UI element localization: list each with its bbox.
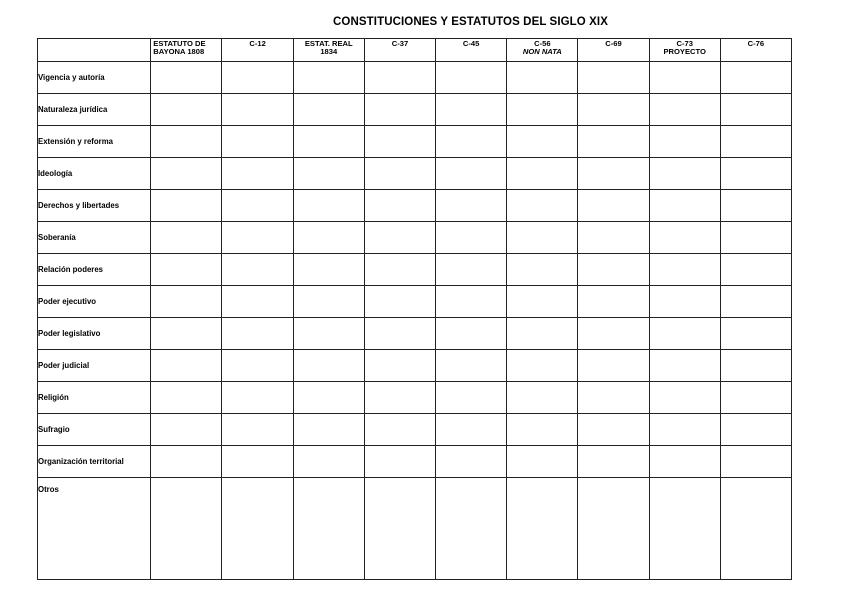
table-cell[interactable] xyxy=(293,478,364,580)
row-label: Extensión y reforma xyxy=(38,126,151,158)
table-cell[interactable] xyxy=(578,94,649,126)
table-cell[interactable] xyxy=(720,158,791,190)
table-cell[interactable] xyxy=(293,222,364,254)
column-header-line1: C-56 xyxy=(534,39,551,48)
row-label: Poder ejecutivo xyxy=(38,286,151,318)
column-header-line2: PROYECTO xyxy=(663,47,706,57)
table-cell[interactable] xyxy=(222,318,293,350)
table-cell[interactable] xyxy=(720,318,791,350)
table-cell[interactable] xyxy=(222,446,293,478)
table-cell[interactable] xyxy=(364,222,435,254)
table-cell[interactable] xyxy=(364,414,435,446)
document-title: CONSTITUCIONES Y ESTATUTOS DEL SIGLO XIX xyxy=(333,16,608,28)
comparison-table xyxy=(37,38,792,580)
column-header-line1: ESTAT. REAL xyxy=(304,39,353,48)
table-row xyxy=(38,254,792,286)
table-cell[interactable] xyxy=(151,446,222,478)
table-cell[interactable] xyxy=(578,382,649,414)
table-cell[interactable] xyxy=(151,254,222,286)
table-cell[interactable] xyxy=(364,62,435,94)
table-cell[interactable] xyxy=(364,478,435,580)
table-cell[interactable] xyxy=(222,222,293,254)
table-cell[interactable] xyxy=(222,190,293,222)
table-cell[interactable] xyxy=(293,350,364,382)
table-cell[interactable] xyxy=(720,94,791,126)
table-cell[interactable] xyxy=(507,414,578,446)
table-cell[interactable] xyxy=(436,158,507,190)
table-cell[interactable] xyxy=(507,126,578,158)
column-header-bayona xyxy=(151,39,222,62)
table-cell[interactable] xyxy=(293,190,364,222)
row-label: Organización territorial xyxy=(38,446,151,478)
table-cell[interactable] xyxy=(649,254,720,286)
column-header-c56 xyxy=(507,39,578,62)
table-cell[interactable] xyxy=(293,318,364,350)
table-cell[interactable] xyxy=(364,94,435,126)
table-cell[interactable] xyxy=(151,222,222,254)
table-cell[interactable] xyxy=(436,126,507,158)
table-cell[interactable] xyxy=(507,446,578,478)
column-header-note: NON NATA xyxy=(522,47,562,57)
table-cell[interactable] xyxy=(507,478,578,580)
table-cell[interactable] xyxy=(364,158,435,190)
table-cell[interactable] xyxy=(720,286,791,318)
table-cell[interactable] xyxy=(720,254,791,286)
table-cell[interactable] xyxy=(578,318,649,350)
table-cell[interactable] xyxy=(222,382,293,414)
table-cell[interactable] xyxy=(507,62,578,94)
table-cell[interactable] xyxy=(222,414,293,446)
table-cell[interactable] xyxy=(222,350,293,382)
table-cell[interactable] xyxy=(151,478,222,580)
table-cell[interactable] xyxy=(151,158,222,190)
column-header-estatuto-real xyxy=(293,39,364,62)
table-cell[interactable] xyxy=(436,350,507,382)
corner-header-cell xyxy=(38,39,151,62)
table-cell[interactable] xyxy=(151,318,222,350)
table-cell[interactable] xyxy=(720,190,791,222)
table-cell[interactable] xyxy=(507,382,578,414)
table-row xyxy=(38,350,792,382)
row-label: Ideología xyxy=(38,158,151,190)
table-cell[interactable] xyxy=(436,318,507,350)
table-cell[interactable] xyxy=(151,94,222,126)
row-label: Soberanía xyxy=(38,222,151,254)
table-cell[interactable] xyxy=(364,254,435,286)
column-header-line1: C-37 xyxy=(391,39,409,48)
table-cell[interactable] xyxy=(293,126,364,158)
column-header-line1: C-12 xyxy=(249,39,266,48)
row-label: Sufragio xyxy=(38,414,151,446)
row-label: Vigencia y autoría xyxy=(38,62,151,94)
table-cell[interactable] xyxy=(436,254,507,286)
table-row xyxy=(38,414,792,446)
table-row xyxy=(38,222,792,254)
table-cell[interactable] xyxy=(649,446,720,478)
table-cell[interactable] xyxy=(436,446,507,478)
table-cell[interactable] xyxy=(293,446,364,478)
row-label: Relación poderes xyxy=(38,254,151,286)
table-cell[interactable] xyxy=(293,286,364,318)
table-cell[interactable] xyxy=(507,158,578,190)
table-row xyxy=(38,318,792,350)
table-cell[interactable] xyxy=(364,318,435,350)
table-row xyxy=(38,62,792,94)
table-cell[interactable] xyxy=(222,158,293,190)
table-cell[interactable] xyxy=(151,382,222,414)
table-cell[interactable] xyxy=(578,158,649,190)
table-cell[interactable] xyxy=(649,286,720,318)
table-cell[interactable] xyxy=(293,62,364,94)
table-cell[interactable] xyxy=(578,478,649,580)
table-cell[interactable] xyxy=(151,126,222,158)
table-row xyxy=(38,190,792,222)
table-cell[interactable] xyxy=(649,190,720,222)
table-cell[interactable] xyxy=(578,446,649,478)
table-cell[interactable] xyxy=(364,190,435,222)
table-cell[interactable] xyxy=(293,414,364,446)
table-cell[interactable] xyxy=(151,62,222,94)
column-header-c69 xyxy=(578,39,649,62)
table-cell[interactable] xyxy=(364,286,435,318)
table-cell[interactable] xyxy=(578,350,649,382)
table-cell[interactable] xyxy=(649,414,720,446)
table-cell[interactable] xyxy=(720,126,791,158)
column-header-line1: ESTATUTO DE xyxy=(153,39,206,48)
table-row xyxy=(38,126,792,158)
table-cell[interactable] xyxy=(507,222,578,254)
column-header-line2: 1834 xyxy=(320,47,338,57)
table-cell[interactable] xyxy=(720,222,791,254)
table-cell[interactable] xyxy=(649,62,720,94)
table-cell[interactable] xyxy=(649,94,720,126)
table-cell[interactable] xyxy=(720,478,791,580)
column-header-line1: C-73 xyxy=(676,39,693,48)
table-body xyxy=(38,62,792,580)
table-cell[interactable] xyxy=(649,158,720,190)
column-header-c12 xyxy=(222,39,293,62)
table-cell[interactable] xyxy=(293,382,364,414)
column-header-line1: C-76 xyxy=(747,39,765,48)
table-cell[interactable] xyxy=(222,94,293,126)
table-cell[interactable] xyxy=(578,222,649,254)
table-cell[interactable] xyxy=(720,350,791,382)
table-cell[interactable] xyxy=(720,446,791,478)
row-label: Naturaleza jurídica xyxy=(38,94,151,126)
table-cell[interactable] xyxy=(151,286,222,318)
column-header-c73 xyxy=(649,39,720,62)
table-cell[interactable] xyxy=(293,94,364,126)
table-cell[interactable] xyxy=(649,318,720,350)
column-header-line2: BAYONA 1808 xyxy=(153,47,205,57)
table-cell[interactable] xyxy=(507,254,578,286)
header-row xyxy=(38,39,792,62)
table-cell[interactable] xyxy=(364,446,435,478)
row-label: Otros xyxy=(38,478,151,580)
table-cell[interactable] xyxy=(720,382,791,414)
table-cell[interactable] xyxy=(649,222,720,254)
table-cell[interactable] xyxy=(649,350,720,382)
table-cell[interactable] xyxy=(436,478,507,580)
table-cell[interactable] xyxy=(222,254,293,286)
table-cell[interactable] xyxy=(578,414,649,446)
table-cell[interactable] xyxy=(578,62,649,94)
table-cell[interactable] xyxy=(222,126,293,158)
table-cell[interactable] xyxy=(436,190,507,222)
table-cell[interactable] xyxy=(649,382,720,414)
table-cell[interactable] xyxy=(578,286,649,318)
table-cell[interactable] xyxy=(364,126,435,158)
table-cell[interactable] xyxy=(507,190,578,222)
table-cell[interactable] xyxy=(222,286,293,318)
table-row xyxy=(38,286,792,318)
column-header-line1: C-45 xyxy=(462,39,480,48)
table-cell[interactable] xyxy=(151,414,222,446)
table-cell[interactable] xyxy=(222,62,293,94)
row-label: Poder judicial xyxy=(38,350,151,382)
table-cell[interactable] xyxy=(649,126,720,158)
table-row xyxy=(38,382,792,414)
table-cell[interactable] xyxy=(507,350,578,382)
table-row xyxy=(38,446,792,478)
table-cell[interactable] xyxy=(293,254,364,286)
column-header-c37 xyxy=(364,39,435,62)
table-cell[interactable] xyxy=(436,286,507,318)
table-cell[interactable] xyxy=(578,190,649,222)
table-cell[interactable] xyxy=(436,414,507,446)
table-cell[interactable] xyxy=(293,158,364,190)
row-label: Religión xyxy=(38,382,151,414)
table-row xyxy=(38,158,792,190)
table-cell[interactable] xyxy=(507,286,578,318)
table-cell[interactable] xyxy=(720,414,791,446)
table-cell[interactable] xyxy=(151,190,222,222)
row-label: Derechos y libertades xyxy=(38,190,151,222)
table-cell[interactable] xyxy=(507,94,578,126)
table-cell[interactable] xyxy=(222,478,293,580)
table-cell[interactable] xyxy=(436,62,507,94)
table-cell[interactable] xyxy=(507,318,578,350)
table-cell[interactable] xyxy=(720,62,791,94)
table-row xyxy=(38,478,792,580)
table-cell[interactable] xyxy=(151,350,222,382)
column-header-c76 xyxy=(720,39,791,62)
column-header-c45 xyxy=(436,39,507,62)
row-label: Poder legislativo xyxy=(38,318,151,350)
column-header-line1: C-69 xyxy=(605,39,622,48)
table-row xyxy=(38,94,792,126)
table-cell[interactable] xyxy=(578,126,649,158)
table-cell[interactable] xyxy=(364,350,435,382)
table-cell[interactable] xyxy=(436,94,507,126)
table-cell[interactable] xyxy=(578,254,649,286)
table-cell[interactable] xyxy=(364,382,435,414)
table-cell[interactable] xyxy=(649,478,720,580)
table-cell[interactable] xyxy=(436,222,507,254)
table-cell[interactable] xyxy=(436,382,507,414)
